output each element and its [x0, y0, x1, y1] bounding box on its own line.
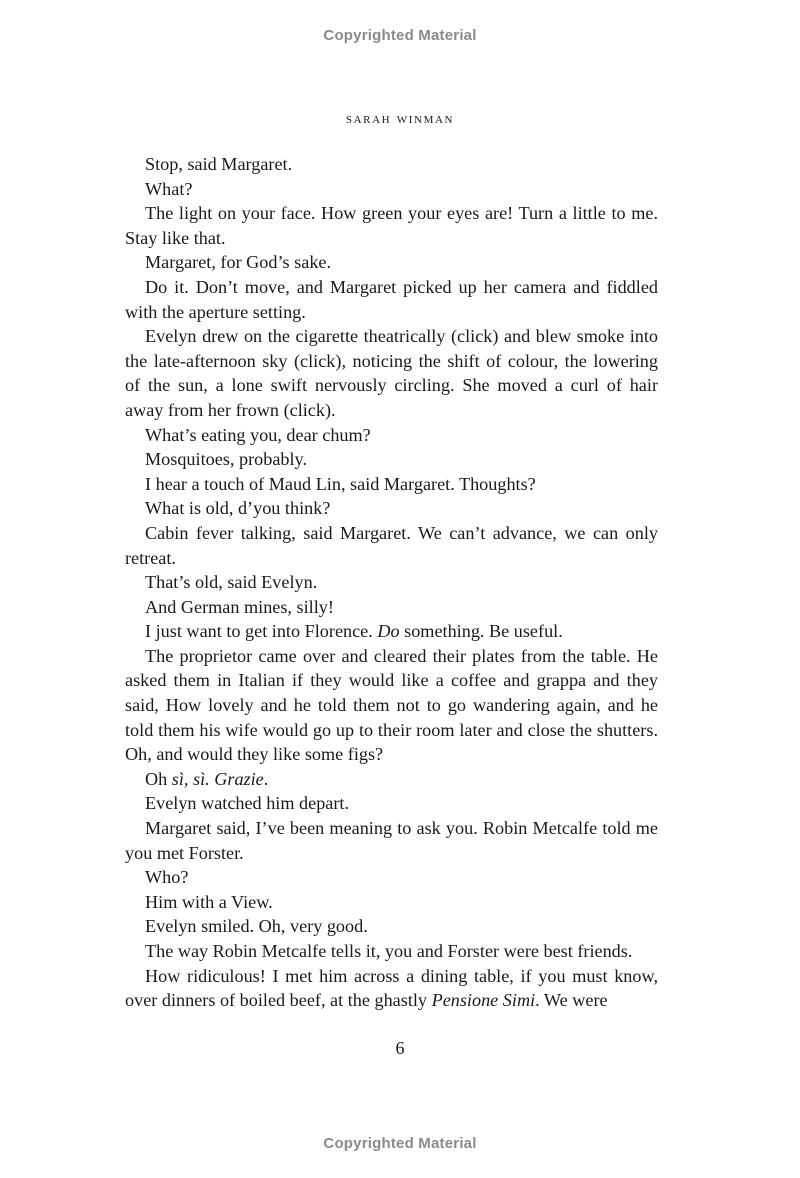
text-run: That’s old, said Evelyn. — [145, 572, 318, 593]
paragraph — [125, 890, 658, 915]
text-run: Evelyn smiled. Oh, very good. — [145, 916, 368, 937]
text-run: The proprietor came over and cleared their plates from the table. He asked them in Italian if they would like a coffee and grappa and they said, How lovely and he told them not to go wandering again, and he told them his wife would go up to their room later and close the shutters. Oh, and would they like some figs? — [125, 645, 658, 765]
paragraph — [125, 250, 658, 275]
text-run: The way Robin Metcalfe tells it, you and Forster were best friends. — [145, 941, 633, 961]
body-text — [125, 152, 658, 1013]
paragraph — [125, 201, 658, 250]
text-run: I just want to get into Florence. — [145, 621, 378, 642]
page-number: 6 — [395, 1038, 405, 1058]
paragraph — [125, 644, 658, 767]
text-run: Cabin fever talking, said Margaret. We can’t advance, we can only retreat. — [125, 522, 658, 568]
paragraph — [125, 275, 658, 324]
italic-text-run: sì, sì. Grazie — [171, 768, 264, 789]
text-run: . — [263, 768, 269, 789]
paragraph — [125, 767, 658, 792]
text-run: Margaret said, I’ve been meaning to ask you. Robin Metcalfe told me you met Forster. — [125, 818, 658, 863]
text-run: . We were — [535, 990, 608, 1011]
paragraph — [125, 595, 658, 620]
paragraph — [125, 570, 658, 595]
text-run: Him with a View. — [145, 891, 273, 912]
text-run: What’s eating you, dear chum? — [145, 424, 371, 445]
text-run: Margaret, for God’s sake. — [145, 252, 332, 273]
text-run: How ridiculous! I met him across a dining table, if you must know, over dinners of boiled beef, at the ghastly — [125, 965, 658, 1011]
text-run: What? — [145, 178, 193, 199]
text-run: I hear a touch of Maud Lin, said Margaret. Thoughts? — [145, 473, 536, 494]
copyright-watermark-top: Copyrighted Material — [323, 27, 477, 44]
paragraph — [125, 816, 658, 865]
text-run: And German mines, silly! — [145, 596, 334, 617]
paragraph — [125, 619, 658, 644]
text-run: something. Be useful. — [399, 621, 563, 642]
paragraph — [125, 791, 658, 816]
paragraph — [125, 964, 658, 1013]
text-run: What is old, d’you think? — [145, 498, 331, 519]
paragraph — [125, 423, 658, 448]
text-run: Who? — [145, 867, 189, 888]
paragraph — [125, 914, 658, 939]
text-run: Evelyn watched him depart. — [145, 793, 350, 814]
copyright-watermark-bottom: Copyrighted Material — [323, 1135, 477, 1152]
paragraph — [125, 177, 658, 202]
paragraph — [125, 447, 658, 472]
paragraph — [125, 496, 658, 521]
text-run: Evelyn drew on the cigarette theatrically (click) and blew smoke into the late-afternoon sky (click), noticing the shift of colour, the lowering of the sun, a lone swift nervously circling. She moved a curl of hair away from her frown (click). — [125, 326, 658, 420]
italic-text-run: Pensione Simi — [431, 990, 536, 1011]
paragraph — [125, 939, 658, 964]
paragraph — [125, 472, 658, 497]
text-run: Oh — [145, 768, 172, 789]
running-head-author: sarah winman — [345, 110, 455, 127]
text-run: The light on your face. How green your eyes are! Turn a little to me. Stay like that. — [125, 203, 658, 248]
paragraph — [125, 324, 658, 422]
paragraph — [125, 521, 658, 570]
text-run: Stop, said Margaret. — [145, 154, 293, 174]
italic-text-run: Do — [377, 621, 400, 642]
text-run: Mosquitoes, probably. — [145, 449, 307, 470]
paragraph — [125, 152, 658, 177]
text-run: Do it. Don’t move, and Margaret picked up her camera and fiddled with the aperture setting. — [125, 276, 658, 322]
paragraph — [125, 865, 658, 890]
